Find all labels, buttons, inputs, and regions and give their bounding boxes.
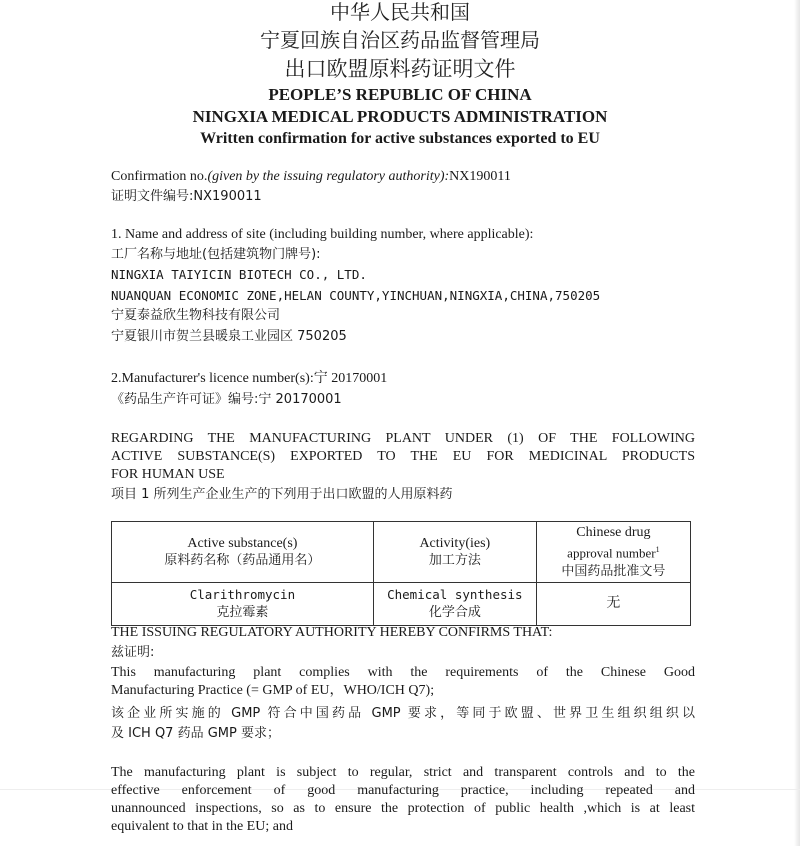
confirmation-number-zh [111, 188, 262, 206]
confirmation-number-zh-value: NX190011 [193, 189, 262, 204]
regarding-line: REGARDING THE MANUFACTURING PLANT UNDER (1) OF THE FOLLOWING [111, 431, 695, 446]
confirmation-label: Confirmation no. [111, 169, 208, 184]
site-address-en: NUANQUAN ECONOMIC ZONE,HELAN COUNTY,YINCHUAN,NINGXIA,CHINA,750205 [111, 288, 601, 303]
confirmation-label-zh: 证明文件编号: [111, 189, 194, 204]
regarding-line: ACTIVE SUBSTANCE(S) EXPORTED TO THE EU FOR MEDICINAL PRODUCTS [111, 449, 695, 464]
licence-label-zh: 《药品生产许可证》编号: [111, 392, 259, 407]
country-title-zh: 中华人民共和国 [330, 0, 470, 24]
confirmation-label-note: (given by the issuing regulatory authority): [207, 169, 450, 184]
header-activity: Activity(ies) 加工方法 [373, 522, 536, 583]
active-substance-table [111, 521, 691, 626]
licence-en [111, 370, 387, 388]
site-name-zh: 宁夏泰益欣生物科技有限公司 [111, 308, 281, 323]
gmp-paragraph-zh: 该企业所实施的 GMP 符合中国药品 GMP 要求，等同于欧盟、世界卫生组织组织以 及 ICH Q7 药品 GMP 要求； [111, 706, 695, 741]
authority-title-en: NINGXIA MEDICAL PRODUCTS ADMINISTRATION [192, 107, 608, 126]
site-heading-en: 1. Name and address of site (including building number, where applicable): [111, 227, 534, 242]
regarding-paragraph [111, 430, 695, 484]
confirmation-number-en [111, 168, 511, 186]
document-title-zh: 出口欧盟原料药证明文件 [284, 57, 516, 81]
site-heading-zh: 工厂名称与地址(包括建筑物门牌号): [111, 247, 321, 262]
confirms-heading-zh: 兹证明: [111, 645, 155, 660]
licence-number-zh: 宁 20170001 [258, 392, 342, 407]
footnote-marker: 1 [655, 545, 660, 554]
cell-activity: Chemical synthesis 化学合成 [373, 582, 536, 625]
confirmation-number: NX190011 [449, 169, 511, 184]
country-title-en: PEOPLE’S REPUBLIC OF CHINA [268, 85, 532, 104]
regarding-line: FOR HUMAN USE [111, 467, 225, 482]
gmp-paragraph: This manufacturing plant complies with the requirements of the Chinese Good Manufacturing Practice (= GMP of EU，WHO/ICH Q7); [111, 665, 695, 698]
licence-zh [111, 391, 342, 409]
site-name-en: NINGXIA TAIYICIN BIOTECH CO., LTD. [111, 267, 367, 282]
cell-approval: 无 [536, 582, 690, 625]
header-active-substance: Active substance(s) 原料药名称（药品通用名） [112, 522, 374, 583]
table-header-row [112, 522, 691, 583]
controls-paragraph: The manufacturing plant is subject to regular, strict and transparent controls and to the effective enforcement of good manufacturing practice, including repeated and unannounced inspections, so as to ensure the protection of public health ,which is at least equivalent to that in the EU; and [111, 765, 695, 834]
authority-title-zh: 宁夏回族自治区药品监督管理局 [260, 28, 540, 52]
table-row [112, 582, 691, 625]
document-title-en: Written confirmation for active substances exported to EU [200, 130, 600, 147]
cell-substance: Clarithromycin 克拉霉素 [112, 582, 374, 625]
licence-label: 2.Manufacturer's licence number(s): [111, 371, 314, 386]
header-approval-number: Chinese drug approval number$^1$ 中国药品批准文号 [536, 522, 690, 583]
licence-number: 宁 20170001 [313, 371, 388, 386]
regarding-zh: 项目 1 所列生产企业生产的下列用于出口欧盟的人用原料药 [111, 487, 453, 502]
site-address-zh: 宁夏银川市贺兰县暖泉工业园区 750205 [111, 329, 347, 344]
confirms-heading-en: THE ISSUING REGULATORY AUTHORITY HEREBY CONFIRMS THAT: [111, 625, 553, 640]
